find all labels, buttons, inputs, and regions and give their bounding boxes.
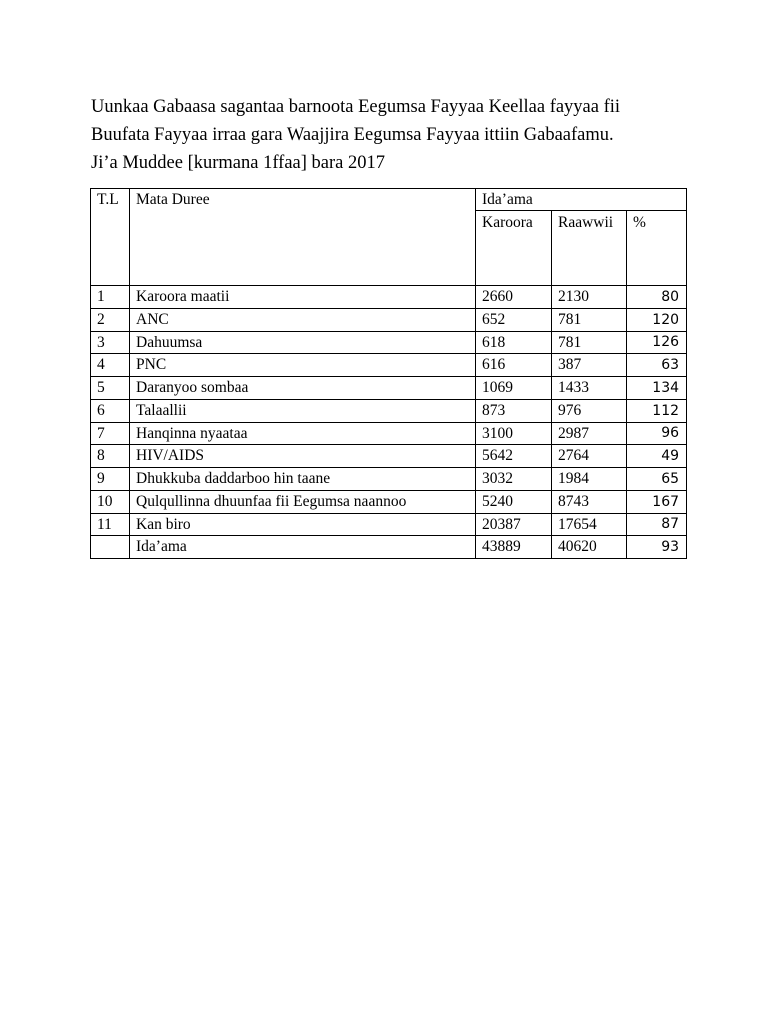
cell-karoora: 2660 <box>476 286 552 309</box>
header-karoora: Karoora <box>476 211 552 286</box>
cell-raawwii: 387 <box>552 354 627 377</box>
header-name: Mata Duree <box>130 189 476 286</box>
cell-raawwii: 8743 <box>552 490 627 513</box>
cell-raawwii: 2130 <box>552 286 627 309</box>
cell-tl: 7 <box>91 422 130 445</box>
cell-name: Talaallii <box>130 399 476 422</box>
heading-line-2: Buufata Fayyaa irraa gara Waajjira Eegumsa Fayyaa ittiin Gabaafamu. <box>91 125 614 145</box>
table-total-row <box>91 536 687 559</box>
cell-name: Qulqullinna dhuunfaa fii Eegumsa naannoo <box>130 490 476 513</box>
table-row <box>91 513 687 536</box>
cell-pct: 93 <box>627 536 687 559</box>
cell-raawwii: 2987 <box>552 422 627 445</box>
cell-karoora: 5240 <box>476 490 552 513</box>
cell-tl: 1 <box>91 286 130 309</box>
cell-name: Karoora maatii <box>130 286 476 309</box>
cell-pct: 63 <box>627 354 687 377</box>
cell-pct: 96 <box>627 422 687 445</box>
cell-tl: 3 <box>91 331 130 354</box>
cell-tl: 2 <box>91 308 130 331</box>
cell-tl: 6 <box>91 399 130 422</box>
cell-karoora: 3032 <box>476 468 552 491</box>
report-heading <box>91 93 711 177</box>
table-row <box>91 354 687 377</box>
cell-karoora: 618 <box>476 331 552 354</box>
cell-pct: 167 <box>627 490 687 513</box>
cell-name: Hanqinna nyaataa <box>130 422 476 445</box>
header-raawwii: Raawwii <box>552 211 627 286</box>
cell-pct: 80 <box>627 286 687 309</box>
cell-raawwii: 40620 <box>552 536 627 559</box>
cell-tl: 4 <box>91 354 130 377</box>
cell-raawwii: 17654 <box>552 513 627 536</box>
table-row <box>91 468 687 491</box>
cell-pct: 126 <box>627 331 687 354</box>
cell-karoora: 3100 <box>476 422 552 445</box>
table-row <box>91 286 687 309</box>
cell-karoora: 20387 <box>476 513 552 536</box>
cell-name: Dahuumsa <box>130 331 476 354</box>
cell-raawwii: 1984 <box>552 468 627 491</box>
cell-tl: 10 <box>91 490 130 513</box>
table-header-row <box>91 189 687 211</box>
cell-karoora: 873 <box>476 399 552 422</box>
cell-name: Dhukkuba daddarboo hin taane <box>130 468 476 491</box>
cell-karoora: 43889 <box>476 536 552 559</box>
cell-karoora: 616 <box>476 354 552 377</box>
cell-name: PNC <box>130 354 476 377</box>
cell-karoora: 5642 <box>476 445 552 468</box>
cell-raawwii: 1433 <box>552 377 627 400</box>
heading-line-1: Uunkaa Gabaasa sagantaa barnoota Eegumsa Fayyaa Keellaa fayyaa fii <box>91 97 621 117</box>
header-group: Ida’ama <box>476 189 687 211</box>
cell-pct: 87 <box>627 513 687 536</box>
cell-pct: 120 <box>627 308 687 331</box>
table-row <box>91 422 687 445</box>
cell-pct: 65 <box>627 468 687 491</box>
cell-karoora: 652 <box>476 308 552 331</box>
cell-raawwii: 2764 <box>552 445 627 468</box>
table-row <box>91 445 687 468</box>
cell-name: Daranyoo sombaa <box>130 377 476 400</box>
cell-karoora: 1069 <box>476 377 552 400</box>
cell-tl: 9 <box>91 468 130 491</box>
cell-raawwii: 976 <box>552 399 627 422</box>
table-row <box>91 490 687 513</box>
cell-tl: 11 <box>91 513 130 536</box>
table-row <box>91 308 687 331</box>
table-row <box>91 331 687 354</box>
cell-tl: 8 <box>91 445 130 468</box>
cell-name: Ida’ama <box>130 536 476 559</box>
report-table <box>90 188 687 559</box>
cell-tl: 5 <box>91 377 130 400</box>
table-row <box>91 399 687 422</box>
cell-pct: 134 <box>627 377 687 400</box>
cell-raawwii: 781 <box>552 331 627 354</box>
table-row <box>91 377 687 400</box>
heading-line-3: Ji’a Muddee [kurmana 1ffaa] bara 2017 <box>91 153 385 173</box>
cell-name: HIV/AIDS <box>130 445 476 468</box>
cell-tl <box>91 536 130 559</box>
cell-name: ANC <box>130 308 476 331</box>
header-pct: % <box>627 211 687 286</box>
cell-raawwii: 781 <box>552 308 627 331</box>
cell-pct: 112 <box>627 399 687 422</box>
cell-pct: 49 <box>627 445 687 468</box>
header-tl: T.L <box>91 189 130 286</box>
cell-name: Kan biro <box>130 513 476 536</box>
